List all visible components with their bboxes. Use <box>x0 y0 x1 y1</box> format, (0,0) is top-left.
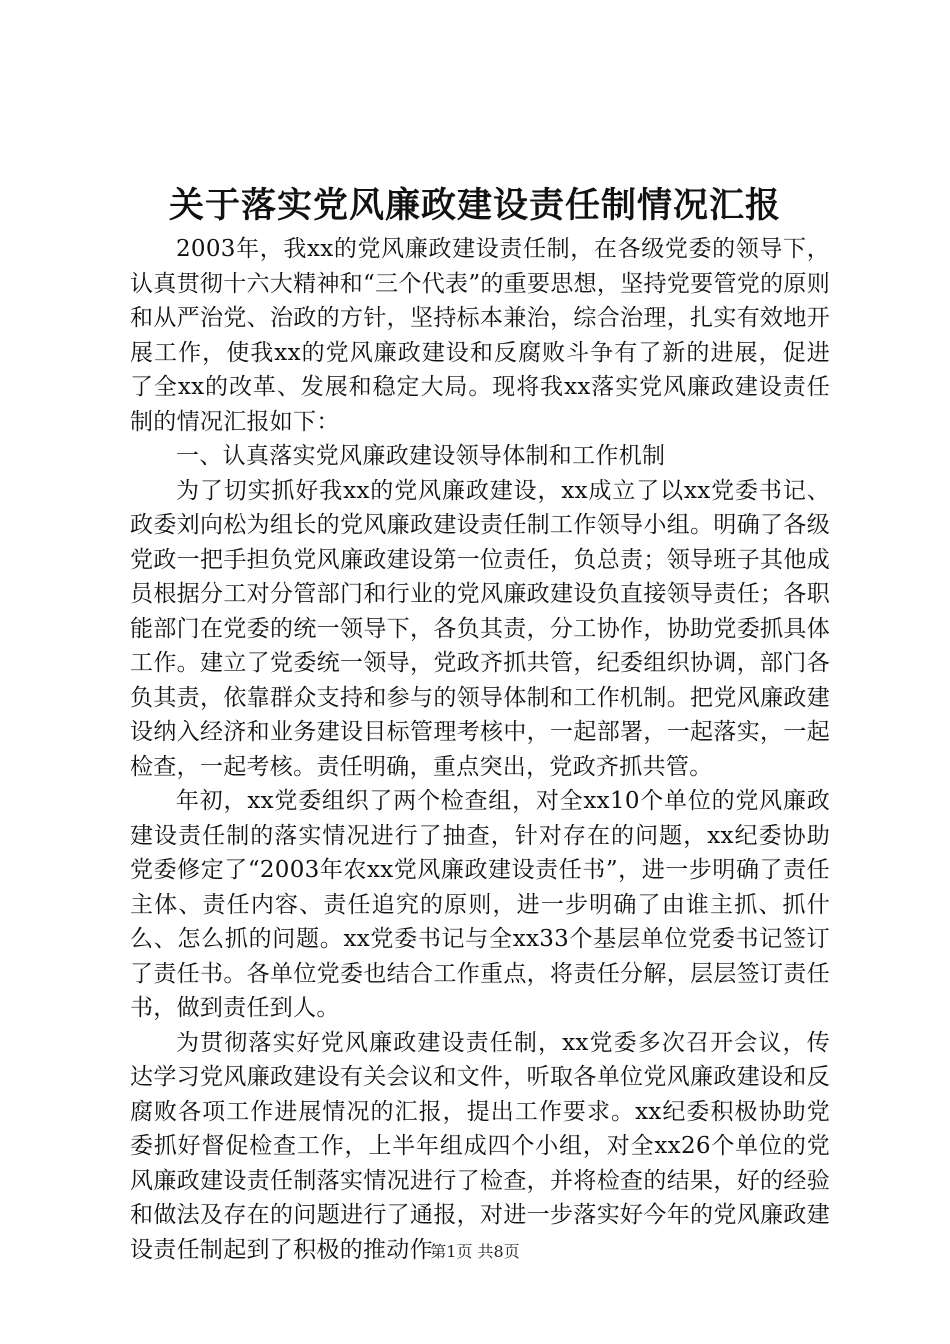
paragraph-intro: 2003年，我xx的党风廉政建设责任制，在各级党委的领导下，认真贯彻十六大精神和“三个代表”的重要思想，坚持党要管党的原则和从严治党、治政的方针，坚持标本兼治，综合治理，扎实有效地开展工作，使我xx的党风廉政建设和反腐败斗争有了新的进展，促进了全xx的改革、发展和稳定大局。现将我xx落实党风廉政建设责任制的情况汇报如下： <box>130 236 830 435</box>
paragraph-implementation: 为贯彻落实好党风廉政建设责任制，xx党委多次召开会议，传达学习党风廉政建设有关会议和文件，听取各单位党风廉政建设和反腐败各项工作进展情况的汇报，提出工作要求。xx纪委积极协助党委抓好督促检查工作，上半年组成四个小组，对全xx26个单位的党风廉政建设责任制落实情况进行了检查，并将检查的结果，好的经验和做法及存在的问题进行了通报，对进一步落实好今年的党风廉政建设责任制起到了积极的推动作 <box>130 1029 830 1263</box>
section-heading-1: 一、认真落实党风廉政建设领导体制和工作机制 <box>176 443 666 469</box>
page-footer: 第1页 共8页 <box>430 1242 520 1261</box>
document-title: 关于落实党风廉政建设责任制情况汇报 <box>168 185 781 226</box>
paragraph-inspection: 年初，xx党委组织了两个检查组，对全xx10个单位的党风廉政建设责任制的落实情况进行了抽查，针对存在的问题，xx纪委协助党委修定了“2003年农xx党风廉政建设责任书”，进一步明确了责任主体、责任内容、责任追究的原则，进一步明确了由谁主抓、抓什么、怎么抓的问题。xx党委书记与全xx33个基层单位党委书记签订了责任书。各单位党委也结合工作重点，将责任分解，层层签订责任书，做到责任到人。 <box>130 788 830 1021</box>
paragraph-leadership-system: 为了切实抓好我xx的党风廉政建设，xx成立了以xx党委书记、政委刘向松为组长的党风廉政建设责任制工作领导小组。明确了各级党政一把手担负党风廉政建设第一位责任，负总责；领导班子其他成员根据分工对分管部门和行业的党风廉政建设负直接领导责任；各职能部门在党委的统一领导下，各负其责，分工协作，协助党委抓具体工作。建立了党委统一领导，党政齐抓共管，纪委组织协调，部门各负其责，依靠群众支持和参与的领导体制和工作机制。把党风廉政建设纳入经济和业务建设目标管理考核中，一起部署，一起落实，一起检查，一起考核。责任明确，重点突出，党政齐抓共管。 <box>130 477 830 780</box>
document-body <box>130 232 830 1267</box>
